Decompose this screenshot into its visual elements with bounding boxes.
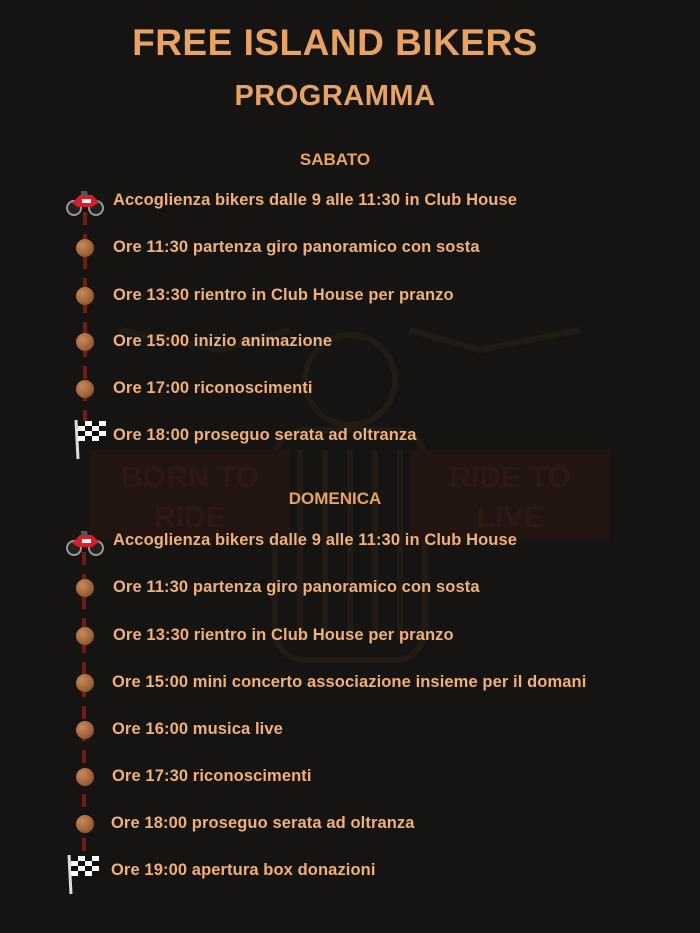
timeline-item-label: Accoglienza bikers dalle 9 alle 11:30 in Club House: [113, 191, 517, 209]
timeline-item-label: Ore 15:00 inizio animazione: [113, 332, 333, 350]
timeline-item-label: Ore 11:30 partenza giro panoramico con sosta: [113, 238, 480, 256]
timeline-item-label: Ore 13:30 rientro in Club House per pranzo: [113, 626, 454, 644]
dot-icon: [70, 622, 100, 650]
watermark-left-line-1: BORN TO: [121, 461, 259, 494]
watermark-left-line-2: RIDE: [154, 501, 226, 534]
dot-icon: [70, 763, 100, 791]
dot-icon: [70, 282, 100, 310]
checkered-flag-icon: [65, 857, 95, 885]
day-title-domenica: DOMENICA: [288, 489, 382, 508]
timeline-item-label: Ore 11:30 partenza giro panoramico con sosta: [113, 578, 480, 596]
timeline-item-label: Ore 18:00 proseguo serata ad oltranza: [111, 814, 415, 832]
timeline-item-label: Ore 19:00 apertura box donazioni: [111, 861, 376, 879]
timeline-item-label: Ore 16:00 musica live: [112, 720, 283, 738]
timeline-item-label: Ore 15:00 mini concerto associazione insieme per il domani: [112, 673, 587, 691]
timeline-item-label: Ore 17:30 riconoscimenti: [112, 767, 312, 785]
timeline-item-label: Accoglienza bikers dalle 9 alle 11:30 in Club House: [113, 531, 517, 549]
timeline-item-label: Ore 13:30 rientro in Club House per pranzo: [113, 286, 454, 304]
dot-icon: [70, 574, 100, 602]
watermark-right-line-2: LIVE: [476, 501, 544, 534]
checkered-flag-icon: [72, 422, 102, 450]
poster-subtitle: PROGRAMMA: [234, 80, 436, 112]
poster-title: FREE ISLAND BIKERS: [132, 22, 538, 63]
dot-icon: [70, 669, 100, 697]
day-title-sabato: SABATO: [299, 150, 371, 169]
timeline-item-label: Ore 17:00 riconoscimenti: [113, 379, 313, 397]
dot-icon: [70, 375, 100, 403]
timeline-item-label: Ore 18:00 proseguo serata ad oltranza: [113, 426, 417, 444]
dot-icon: [70, 234, 100, 262]
motorcycle-icon: [66, 187, 96, 215]
dot-icon: [70, 716, 100, 744]
motorcycle-icon: [66, 527, 96, 555]
dot-icon: [70, 810, 100, 838]
watermark-right-line-1: RIDE TO: [449, 461, 571, 494]
dot-icon: [70, 328, 100, 356]
